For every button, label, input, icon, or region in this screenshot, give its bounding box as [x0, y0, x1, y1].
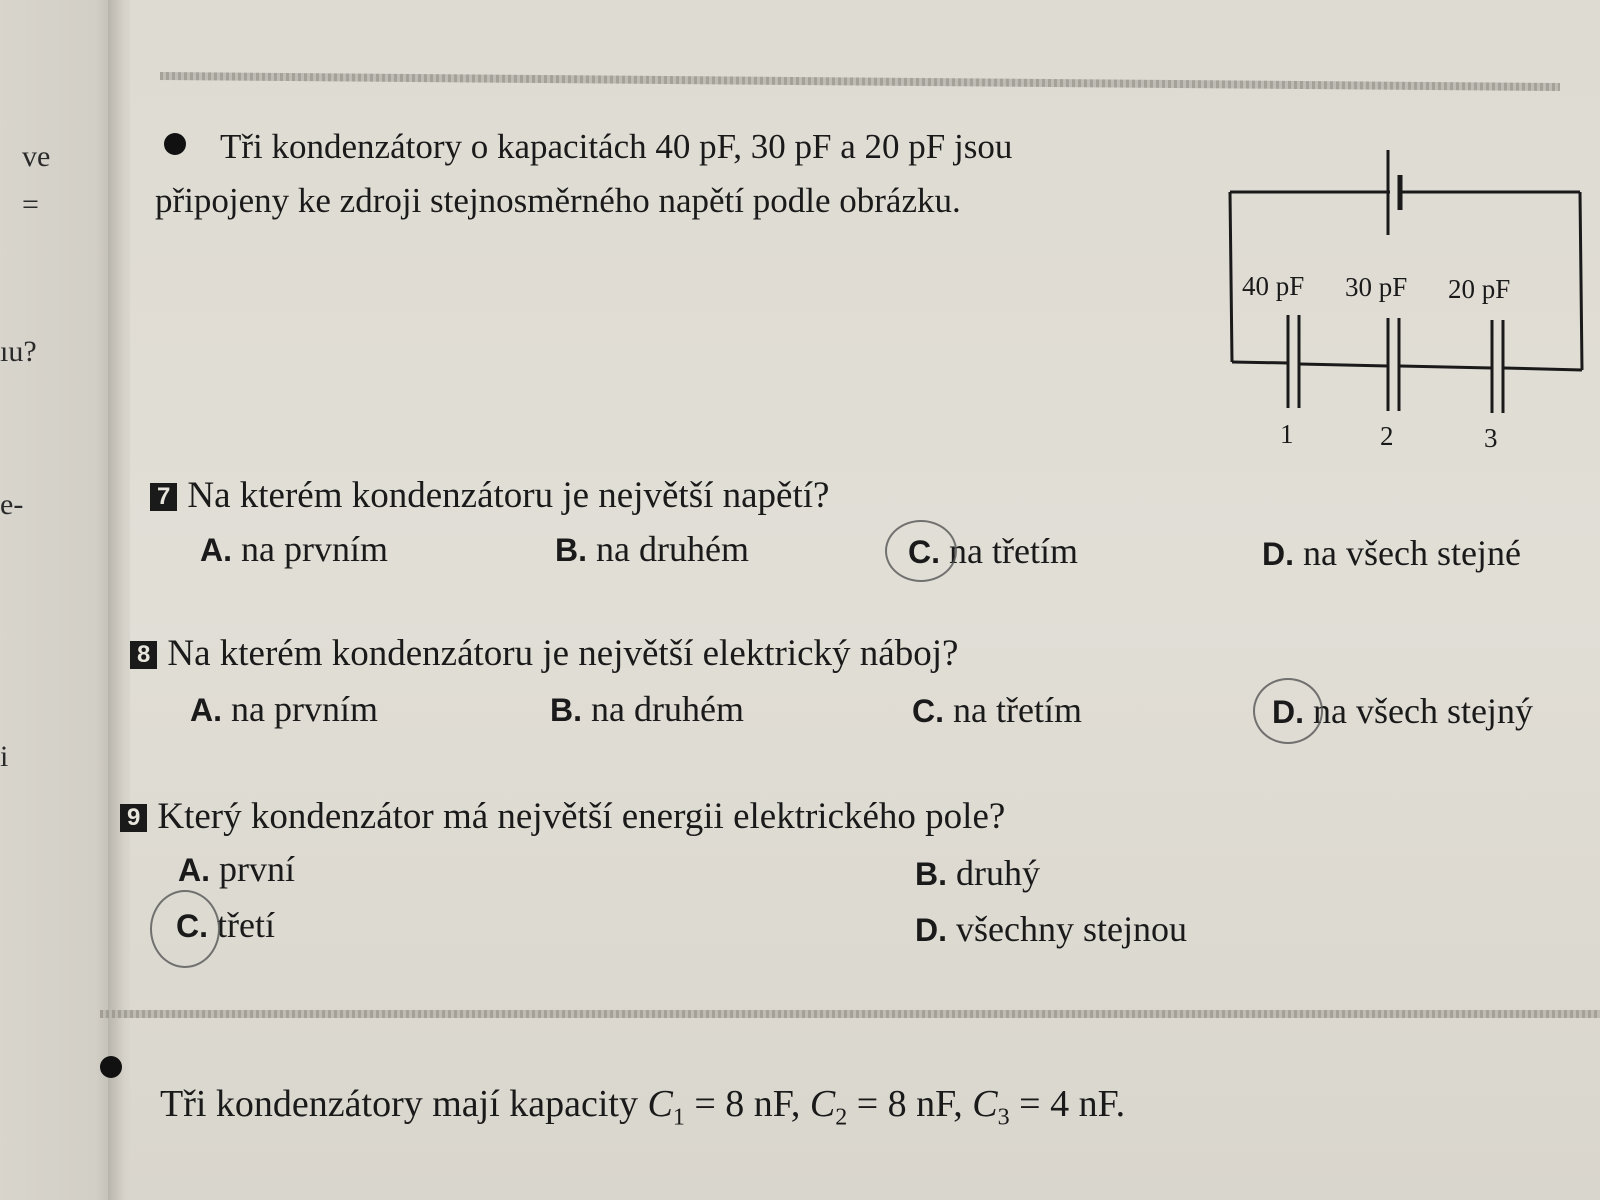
capacitor-number-1: 1	[1280, 419, 1294, 449]
capacitance-label-2: 30 pF	[1345, 272, 1408, 302]
option-letter: A.	[190, 692, 222, 728]
wire-left	[1230, 192, 1232, 362]
margin-fragment: ıu?	[0, 335, 37, 368]
option-letter: A.	[178, 852, 210, 888]
question-number-badge: 9	[120, 804, 147, 832]
option-text: na třetím	[953, 690, 1082, 730]
margin-fragment: =	[22, 188, 39, 221]
c1-value: = 8 nF,	[694, 1083, 801, 1125]
margin-fragment: e-	[0, 488, 24, 521]
bullet-icon	[164, 133, 186, 155]
option-letter: C.	[908, 534, 940, 570]
left-margin-page	[0, 0, 120, 1200]
q7-option-a[interactable]	[200, 528, 388, 570]
margin-fragment: ve	[22, 140, 51, 173]
option-text: na druhém	[596, 529, 749, 569]
option-text: druhý	[956, 853, 1040, 893]
q8-option-b[interactable]	[550, 688, 744, 730]
section1-intro-line2: připojeny ke zdroji stejnosměrného napětí podle obrázku.	[155, 181, 961, 220]
option-letter: B.	[550, 692, 582, 728]
section1-intro-line1: Tři kondenzátory o kapacitách 40 pF, 30 pF a 20 pF jsou	[220, 127, 1013, 166]
option-text: na prvním	[241, 529, 388, 569]
q8-option-a[interactable]	[190, 688, 378, 730]
question-8	[130, 632, 958, 675]
question-number-badge: 7	[150, 483, 177, 511]
q9-option-b[interactable]	[915, 852, 1040, 894]
margin-fragment: i	[0, 740, 9, 773]
q8-option-c[interactable]	[912, 689, 1082, 731]
option-text: na prvním	[231, 689, 378, 729]
question-text: Který kondenzátor má největší energii elektrického pole?	[157, 796, 1006, 837]
capacitance-label-1: 40 pF	[1242, 271, 1305, 301]
option-text: první	[219, 849, 295, 889]
option-text: na třetím	[949, 531, 1078, 571]
option-letter: D.	[1262, 536, 1294, 572]
option-letter: B.	[555, 532, 587, 568]
c1-symbol: C	[647, 1083, 673, 1125]
option-letter: A.	[200, 532, 232, 568]
option-text: na druhém	[591, 689, 744, 729]
c1-subscript: 1	[672, 1104, 685, 1131]
question-text: Na kterém kondenzátoru je největší elektrický náboj?	[167, 633, 959, 674]
option-text: na všech stejný	[1313, 691, 1533, 731]
section2-intro	[160, 1082, 1125, 1132]
q7-option-d[interactable]	[1262, 532, 1521, 574]
answer-circle-mark	[1253, 678, 1323, 744]
option-text: na všech stejné	[1303, 533, 1521, 573]
wire-bottom-4	[1504, 368, 1582, 370]
c2-symbol: C	[809, 1083, 836, 1125]
section-divider-bottom	[100, 1010, 1600, 1018]
answer-circle-mark	[150, 890, 220, 968]
c3-symbol: C	[972, 1083, 998, 1125]
capacitor-circuit-diagram	[1220, 140, 1600, 470]
capacitor-number-2: 2	[1380, 421, 1394, 451]
c3-subscript: 3	[997, 1104, 1010, 1131]
q7-option-b[interactable]	[555, 528, 749, 570]
option-text: všechny stejnou	[956, 909, 1187, 949]
question-text: Na kterém kondenzátoru je největší napětí?	[187, 475, 830, 516]
wire-bottom-1	[1232, 362, 1288, 363]
question-9	[120, 795, 1005, 838]
question-number-badge: 8	[130, 641, 157, 669]
c3-value: = 4 nF.	[1019, 1083, 1126, 1125]
question-7	[150, 474, 829, 517]
option-letter: C.	[912, 693, 944, 729]
option-letter: D.	[915, 912, 947, 948]
option-letter: C.	[176, 908, 208, 944]
option-text: třetí	[217, 905, 275, 945]
capacitor-number-3: 3	[1484, 423, 1498, 453]
q9-option-a[interactable]	[178, 848, 295, 890]
section2-intro-text: Tři kondenzátory mají kapacity	[160, 1083, 638, 1125]
c2-subscript: 2	[835, 1104, 848, 1131]
wire-right	[1580, 192, 1582, 370]
capacitance-label-3: 20 pF	[1448, 274, 1511, 304]
wire-bottom-3	[1400, 366, 1492, 368]
option-letter: B.	[915, 856, 947, 892]
bullet-icon	[100, 1056, 122, 1078]
wire-bottom-2	[1300, 364, 1388, 366]
c2-value: = 8 nF,	[856, 1083, 963, 1125]
answer-circle-mark	[885, 520, 957, 582]
option-letter: D.	[1272, 694, 1304, 730]
q9-option-d[interactable]	[915, 908, 1187, 950]
